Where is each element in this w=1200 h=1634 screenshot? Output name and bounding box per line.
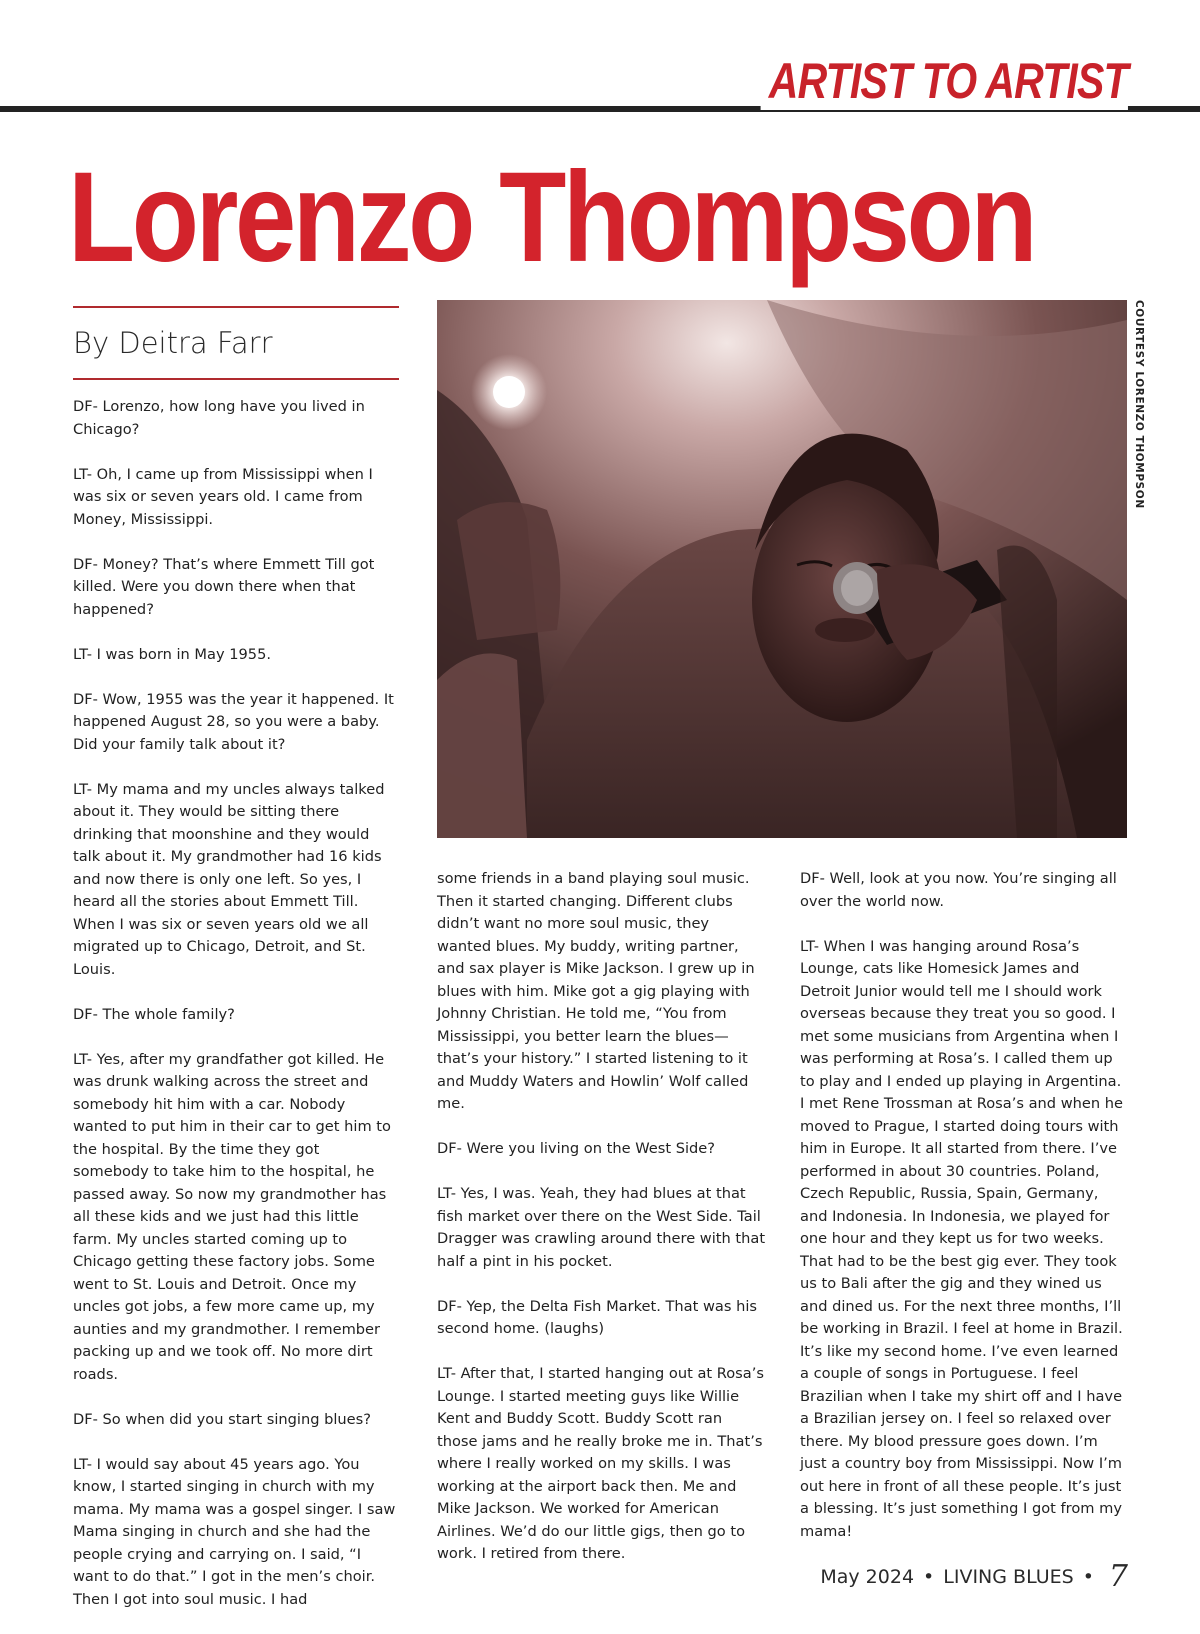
- article-column-1: [73, 396, 399, 1634]
- paragraph: DF- Yep, the Delta Fish Market. That was his second home. (laughs): [437, 1297, 758, 1337]
- page-number: 7: [1108, 1559, 1128, 1594]
- paragraph: DF- Wow, 1955 was the year it happened. It happened August 28, so you were a baby. Did your family talk about it?: [73, 690, 394, 753]
- paragraph: DF- So when did you start singing blues?: [73, 1410, 371, 1428]
- footer-bullet: •: [923, 1566, 935, 1588]
- byline-block: [73, 306, 399, 380]
- singer-photo-illustration: [437, 300, 1127, 838]
- paragraph: LT- Yes, I was. Yeah, they had blues at that fish market over there on the West Side. Tail Dragger was crawling around there with that half a pint in his pocket.: [437, 1185, 766, 1270]
- paragraph: DF- Lorenzo, how long have you lived in Chicago?: [73, 398, 365, 438]
- paragraph: LT- After that, I started hanging out at Rosa’s Lounge. I started meeting guys like Willie Kent and Buddy Scott. Buddy Scott ran those jams and he really broke me in. That’s where I really worked on my skills. I was working at the airport back then. Me and Mike Jackson. We worked for American Airlines. We’d do our little gigs, then go to work. I retired from there.: [437, 1365, 764, 1562]
- article-headline: Lorenzo Thompson: [68, 146, 1035, 289]
- paragraph: DF- Were you living on the West Side?: [437, 1140, 716, 1157]
- magazine-name: LIVING BLUES: [943, 1566, 1074, 1588]
- page-footer: [820, 1559, 1128, 1594]
- paragraph: LT- Yes, after my grandfather got killed. He was drunk walking across the street and somebody hit him with a car. Nobody wanted to put him in their car to get him to the hospital. By the time they got somebody to take him to the hospital, he passed away. So now my grandmother has all these kids and we just had this little farm. My uncles started coming up to Chicago getting these factory jobs. Some went to St. Louis and Detroit. Once my uncles got jobs, a few more came up, my aunties and my grandmother. I remember packing up and we took off. No more dirt roads.: [73, 1050, 391, 1383]
- issue-date: May 2024: [820, 1566, 915, 1588]
- paragraph: LT- When I was hanging around Rosa’s Lounge, cats like Homesick James and Detroit Junior would tell me I should work overseas because they treat you so good. I met some musicians from Argentina when I was performing at Rosa’s. I called them up to play and I ended up playing in Argentina. I met Rene Trossman at Rosa’s and when he moved to Prague, I started doing tours with him in Europe. It all started from there. I’ve performed in about 30 countries. Poland, Czech Republic, Russia, Spain, Germany, and Indonesia. In Indonesia, we played for one hour and they kept us for two weeks. That had to be the best gig ever. They took us to Bali after the gig and they wined us and dined us. For the next three months, I’ll be working in Brazil. I feel at home in Brazil. It’s like my second home. I’ve even learned a couple of songs in Portuguese. I feel Brazilian when I take my shirt off and I have a Brazilian jersey on. I feel so relaxed over there. My blood pressure goes down. I’m just a country boy from Mississippi. Now I’m out here in front of all these people. It’s just a blessing. It’s just something I got from my mama!: [800, 937, 1123, 1540]
- article-column-3: [800, 868, 1128, 1566]
- paragraph: LT- I was born in May 1955.: [73, 645, 272, 663]
- paragraph: LT- Oh, I came up from Mississippi when I was six or seven years old. I came from Money, Mississippi.: [73, 465, 373, 528]
- paragraph: LT- My mama and my uncles always talked about it. They would be sitting there drinking that moonshine and they would talk about it. My grandmother had 16 kids and now there is only one left. So yes, I heard all the stories about Emmett Till. When I was six or seven years old we all migrated up to Chicago, Detroit, and St. Louis.: [73, 780, 385, 978]
- paragraph: DF- Money? That’s where Emmett Till got killed. Were you down there when that happened?: [73, 555, 375, 618]
- paragraph: some friends in a band playing soul music. Then it started changing. Different clubs didn’t want no more soul music, they wanted blues. My buddy, writing partner, and sax player is Mike Jackson. I grew up in blues with him. Mike got a gig playing with Johnny Christian. He told me, “You from Mississippi, you better learn the blues—that’s your history.” I started listening to it and Muddy Waters and Howlin’ Wolf called me.: [437, 870, 755, 1112]
- singer-photo: [437, 300, 1127, 838]
- paragraph: LT- I would say about 45 years ago. You know, I started singing in church with my mama. My mama was a gospel singer. I saw Mama singing in church and she had the people crying and carrying on. I said, “I want to do that.” I got in the men’s choir. Then I got into soul music. I had: [73, 1455, 396, 1608]
- article-column-2: [437, 868, 767, 1588]
- footer-bullet: •: [1082, 1566, 1094, 1588]
- paragraph: DF- Well, look at you now. You’re singing all over the world now.: [800, 870, 1117, 910]
- section-title: ARTIST TO ARTIST: [761, 52, 1128, 110]
- photo-credit-text: COURTESY LORENZO THOMPSON: [1133, 300, 1145, 509]
- byline: By Deitra Farr: [73, 326, 273, 360]
- photo-credit: [1130, 300, 1146, 509]
- paragraph: DF- The whole family?: [73, 1005, 235, 1023]
